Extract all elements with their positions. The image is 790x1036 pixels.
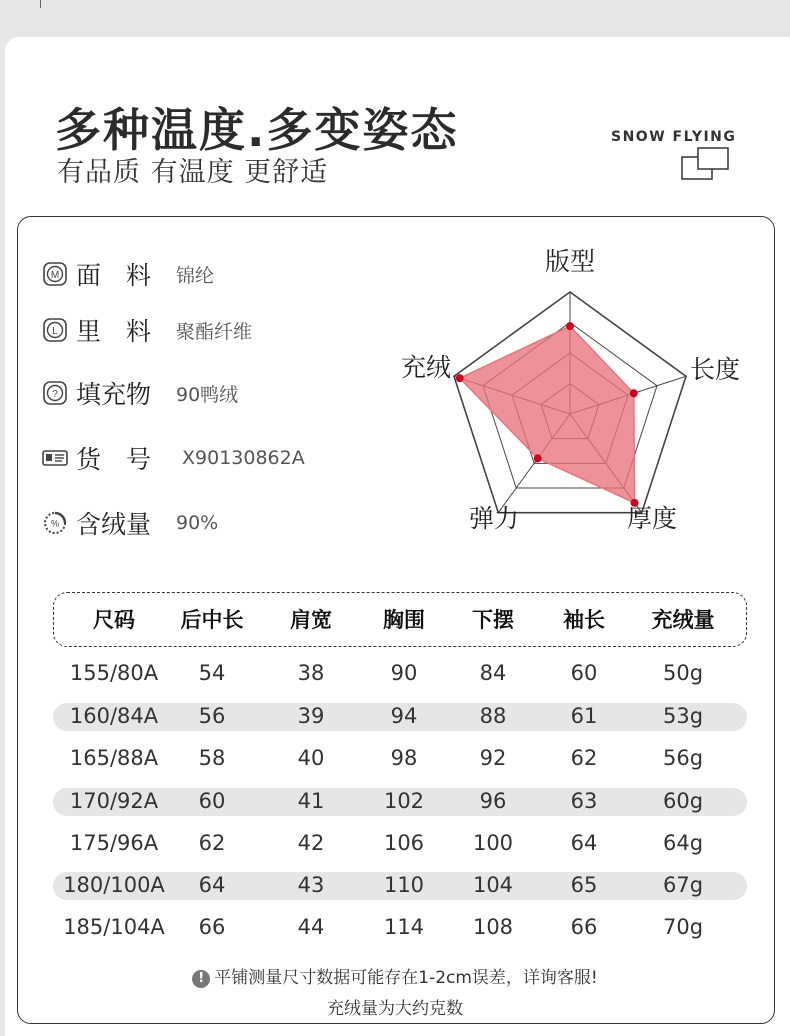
spec-row-lining — [42, 312, 252, 348]
table-cell-sleeve: 61 — [570, 704, 598, 728]
spec-row-down-content — [42, 505, 218, 541]
table-cell-shoulder: 42 — [297, 831, 325, 855]
column-header-shoulder: 肩宽 — [290, 608, 332, 632]
radar-axis-label: 充绒 — [400, 353, 452, 382]
radar-point-1 — [630, 389, 638, 397]
spec-value: X90130862A — [182, 447, 305, 469]
radar-axis-label: 版型 — [544, 247, 596, 276]
table-cell-down-weight: 60g — [662, 789, 704, 813]
table-cell-down-weight: 64g — [662, 831, 704, 855]
table-cell-hem: 100 — [472, 831, 514, 855]
brand-name: SNOW FLYING — [611, 129, 737, 145]
id-card-icon — [42, 445, 68, 471]
table-cell-chest: 90 — [390, 661, 418, 685]
table-cell-back-length: 60 — [198, 789, 226, 813]
table-cell-back-length: 54 — [198, 661, 226, 685]
column-header-chest: 胸围 — [383, 608, 425, 632]
table-cell-shoulder: 39 — [297, 704, 325, 728]
table-cell-chest: 110 — [383, 873, 425, 897]
spec-label: 面 料 — [76, 261, 152, 290]
table-cell-chest: 98 — [390, 746, 418, 770]
table-cell-shoulder: 44 — [297, 915, 325, 939]
table-cell-sleeve: 65 — [570, 873, 598, 897]
spec-value: 90鸭绒 — [176, 383, 239, 406]
radar-axis-label: 长度 — [689, 355, 741, 384]
table-cell-sleeve: 63 — [570, 789, 598, 813]
table-cell-hem: 96 — [479, 789, 507, 813]
down-weight-note: 充绒量为大约克数 — [327, 999, 463, 1019]
table-cell-chest: 102 — [383, 789, 425, 813]
table-cell-hem: 108 — [472, 915, 514, 939]
table-cell-hem: 104 — [472, 873, 514, 897]
spec-value: 90% — [176, 512, 219, 534]
table-cell-back-length: 66 — [198, 915, 226, 939]
table-cell-size: 185/104A — [63, 915, 165, 939]
radar-point-4 — [456, 374, 464, 382]
table-cell-back-length: 62 — [198, 831, 226, 855]
table-cell-back-length: 56 — [198, 704, 226, 728]
spec-label: 货 号 — [76, 445, 152, 474]
svg-text:%: % — [50, 518, 60, 529]
table-cell-down-weight: 56g — [662, 746, 704, 770]
table-cell-size: 170/92A — [69, 789, 159, 813]
brand-logo-icon — [681, 147, 731, 181]
radar-axis-label: 厚度 — [626, 504, 678, 533]
table-cell-back-length: 58 — [198, 746, 226, 770]
warning-icon: ! — [192, 970, 210, 988]
measurement-note — [0, 963, 790, 988]
radar-axis-label: 弹力 — [468, 504, 520, 533]
spec-row-filling — [42, 375, 238, 411]
svg-text:?: ? — [52, 389, 58, 400]
table-cell-shoulder: 41 — [297, 789, 325, 813]
table-cell-sleeve: 66 — [570, 915, 598, 939]
spec-value: 聚酯纤维 — [176, 320, 253, 343]
column-header-size: 尺码 — [93, 608, 135, 632]
table-cell-shoulder: 38 — [297, 661, 325, 685]
table-cell-down-weight: 70g — [662, 915, 704, 939]
table-cell-size: 180/100A — [63, 873, 165, 897]
spec-label: 里 料 — [76, 317, 152, 346]
table-cell-down-weight: 50g — [662, 661, 704, 685]
table-cell-chest: 94 — [390, 704, 418, 728]
spec-value: 锦纶 — [176, 264, 215, 287]
table-cell-hem: 84 — [479, 661, 507, 685]
spec-label: 填充物 — [76, 380, 152, 409]
spec-row-item-number — [42, 440, 305, 476]
table-cell-sleeve: 64 — [570, 831, 598, 855]
svg-text:L: L — [52, 326, 58, 337]
table-cell-down-weight: 53g — [662, 704, 704, 728]
table-cell-chest: 114 — [383, 915, 425, 939]
column-header-down-weight: 充绒量 — [651, 608, 715, 632]
table-cell-hem: 92 — [479, 746, 507, 770]
column-header-hem: 下摆 — [472, 608, 514, 632]
percent-gauge-icon — [42, 510, 68, 536]
top-divider-tick — [40, 0, 41, 8]
svg-text:M: M — [50, 270, 60, 281]
table-cell-sleeve: 60 — [570, 661, 598, 685]
table-cell-down-weight: 67g — [662, 873, 704, 897]
radar-point-3 — [534, 454, 542, 462]
subheadline: 有品质 有温度 更舒适 — [57, 157, 329, 188]
material-m-icon — [42, 261, 68, 287]
table-cell-sleeve: 62 — [570, 746, 598, 770]
feature-radar-chart — [380, 236, 760, 546]
table-cell-size: 175/96A — [69, 831, 159, 855]
table-cell-chest: 106 — [383, 831, 425, 855]
table-cell-shoulder: 40 — [297, 746, 325, 770]
column-header-back-length: 后中长 — [180, 608, 244, 632]
table-cell-hem: 88 — [479, 704, 507, 728]
lining-l-icon — [42, 317, 68, 343]
table-cell-shoulder: 43 — [297, 873, 325, 897]
spec-label: 含绒量 — [76, 510, 152, 539]
filling-question-icon — [42, 380, 68, 406]
table-cell-size: 165/88A — [69, 746, 159, 770]
table-cell-size: 155/80A — [69, 661, 159, 685]
column-header-sleeve: 袖长 — [563, 608, 605, 632]
table-cell-back-length: 64 — [198, 873, 226, 897]
measurement-note-text: 平铺测量尺寸数据可能存在1-2cm误差，详询客服! — [214, 968, 598, 988]
headline: 多种温度.多变姿态 — [55, 103, 459, 157]
table-cell-size: 160/84A — [69, 704, 159, 728]
radar-point-0 — [566, 322, 574, 330]
spec-row-fabric — [42, 256, 214, 292]
